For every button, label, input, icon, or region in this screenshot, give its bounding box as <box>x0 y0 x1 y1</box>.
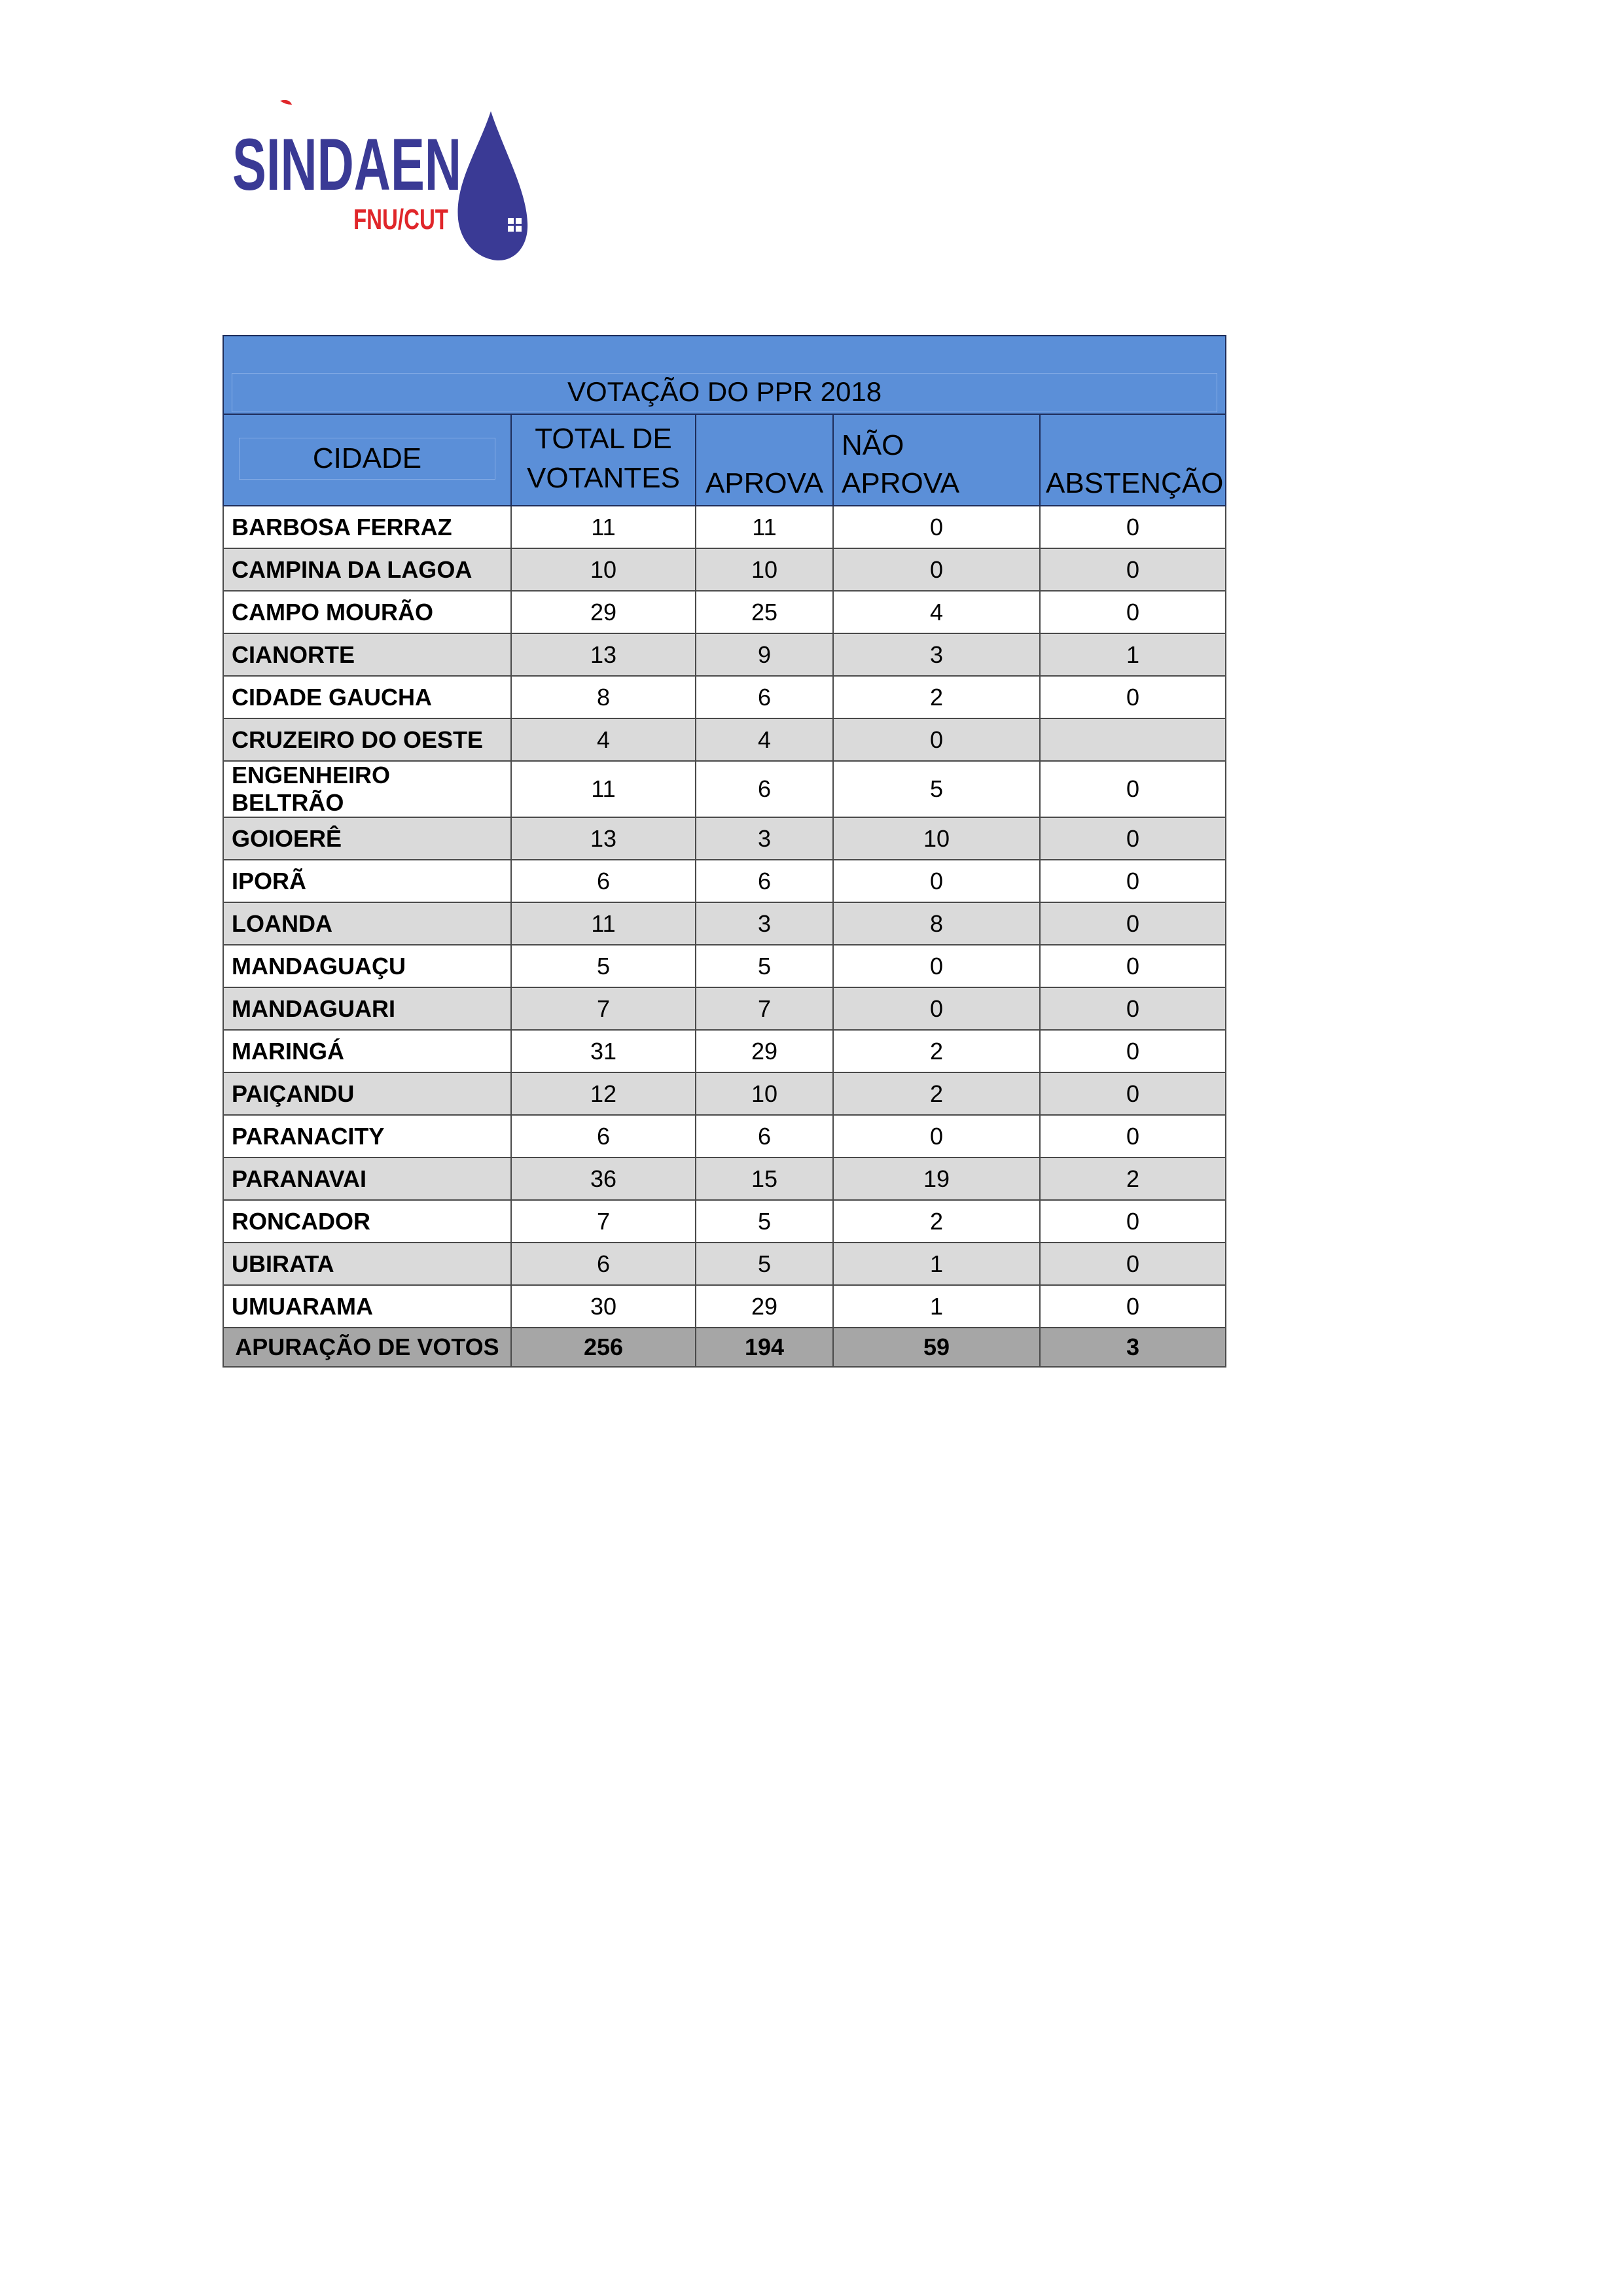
table-title-row <box>223 336 1226 414</box>
cell-city: PAIÇANDU <box>223 1072 511 1115</box>
cell-reject: 5 <box>833 761 1040 817</box>
window-pane-icon <box>508 226 514 232</box>
cell-total: 11 <box>511 902 696 945</box>
header-city <box>223 414 511 506</box>
cell-approve: 5 <box>696 1200 833 1243</box>
cell-total: 4 <box>511 718 696 761</box>
cell-total: 36 <box>511 1157 696 1200</box>
cell-total: 7 <box>511 1200 696 1243</box>
cell-abstention: 0 <box>1040 902 1226 945</box>
cell-reject: 0 <box>833 945 1040 987</box>
cell-total: 30 <box>511 1285 696 1328</box>
table-row <box>223 591 1226 633</box>
cell-approve: 25 <box>696 591 833 633</box>
cell-approve: 3 <box>696 817 833 860</box>
cell-city: BARBOSA FERRAZ <box>223 506 511 548</box>
cell-abstention: 0 <box>1040 1030 1226 1072</box>
cell-abstention: 0 <box>1040 548 1226 591</box>
cell-abstention: 0 <box>1040 1115 1226 1157</box>
cell-reject: 2 <box>833 1030 1040 1072</box>
cell-reject: 0 <box>833 718 1040 761</box>
cell-city: RONCADOR <box>223 1200 511 1243</box>
totals-row <box>223 1328 1226 1367</box>
cell-city: MARINGÁ <box>223 1030 511 1072</box>
cell-reject: 10 <box>833 817 1040 860</box>
sindaen-logo-graphic <box>229 98 530 268</box>
cell-approve: 6 <box>696 860 833 902</box>
header-total-line1: TOTAL DE <box>535 423 672 455</box>
header-total-line2: VOTANTES <box>527 462 680 494</box>
cell-approve: 5 <box>696 945 833 987</box>
table-row <box>223 817 1226 860</box>
cell-approve: 6 <box>696 676 833 718</box>
table-row <box>223 761 1226 817</box>
cell-city: CIANORTE <box>223 633 511 676</box>
cell-total: 6 <box>511 860 696 902</box>
cell-approve: 11 <box>696 506 833 548</box>
table-title: VOTAÇÃO DO PPR 2018 <box>232 373 1217 412</box>
table-row <box>223 1072 1226 1115</box>
totals-reject: 59 <box>833 1328 1040 1367</box>
header-reject-line2: APROVA <box>842 467 960 499</box>
table-row <box>223 902 1226 945</box>
window-pane-icon <box>516 226 522 232</box>
cell-reject: 2 <box>833 1072 1040 1115</box>
cell-approve: 4 <box>696 718 833 761</box>
cell-total: 6 <box>511 1243 696 1285</box>
header-reject <box>833 414 1040 506</box>
cell-total: 5 <box>511 945 696 987</box>
cell-abstention: 1 <box>1040 633 1226 676</box>
cell-reject: 2 <box>833 1200 1040 1243</box>
cell-abstention: 0 <box>1040 591 1226 633</box>
table-row <box>223 1115 1226 1157</box>
cell-city: MANDAGUAÇU <box>223 945 511 987</box>
table-row <box>223 676 1226 718</box>
ppr-vote-table <box>223 335 1226 1368</box>
cell-city: UMUARAMA <box>223 1285 511 1328</box>
cell-city: PARANAVAI <box>223 1157 511 1200</box>
cell-approve: 10 <box>696 1072 833 1115</box>
cell-total: 12 <box>511 1072 696 1115</box>
logo-subtitle: FNU/CUT <box>353 203 449 236</box>
header-total-voters <box>511 414 696 506</box>
cell-reject: 4 <box>833 591 1040 633</box>
cell-approve: 3 <box>696 902 833 945</box>
logo-accent-mark <box>280 100 292 105</box>
cell-abstention: 0 <box>1040 676 1226 718</box>
cell-approve: 6 <box>696 1115 833 1157</box>
ppr-vote-table-wrapper <box>223 335 1225 1368</box>
cell-approve: 10 <box>696 548 833 591</box>
cell-approve: 9 <box>696 633 833 676</box>
cell-reject: 19 <box>833 1157 1040 1200</box>
cell-city: CAMPO MOURÃO <box>223 591 511 633</box>
cell-city: PARANACITY <box>223 1115 511 1157</box>
cell-city: CIDADE GAUCHA <box>223 676 511 718</box>
cell-abstention: 0 <box>1040 817 1226 860</box>
sindaen-logo <box>229 98 530 268</box>
cell-city: GOIOERÊ <box>223 817 511 860</box>
cell-total: 13 <box>511 817 696 860</box>
table-row <box>223 1285 1226 1328</box>
table-row <box>223 506 1226 548</box>
cell-approve: 5 <box>696 1243 833 1285</box>
table-row <box>223 1200 1226 1243</box>
window-pane-icon <box>516 218 522 224</box>
cell-abstention: 0 <box>1040 1243 1226 1285</box>
totals-total: 256 <box>511 1328 696 1367</box>
cell-total: 6 <box>511 1115 696 1157</box>
water-drop-icon <box>458 111 528 260</box>
cell-reject: 0 <box>833 506 1040 548</box>
header-reject-line1: NÃO <box>842 429 904 461</box>
window-pane-icon <box>508 218 514 224</box>
header-city-label: CIDADE <box>239 438 495 480</box>
totals-abstention: 3 <box>1040 1328 1226 1367</box>
cell-total: 13 <box>511 633 696 676</box>
cell-total: 31 <box>511 1030 696 1072</box>
cell-reject: 0 <box>833 860 1040 902</box>
table-row <box>223 548 1226 591</box>
table-row <box>223 1030 1226 1072</box>
table-row <box>223 987 1226 1030</box>
cell-abstention: 0 <box>1040 1072 1226 1115</box>
cell-city: LOANDA <box>223 902 511 945</box>
cell-reject: 0 <box>833 987 1040 1030</box>
cell-total: 11 <box>511 761 696 817</box>
cell-reject: 1 <box>833 1243 1040 1285</box>
cell-city: CAMPINA DA LAGOA <box>223 548 511 591</box>
cell-total: 11 <box>511 506 696 548</box>
totals-approve: 194 <box>696 1328 833 1367</box>
cell-abstention: 0 <box>1040 987 1226 1030</box>
cell-abstention: 0 <box>1040 506 1226 548</box>
cell-reject: 3 <box>833 633 1040 676</box>
table-title-cell <box>223 336 1226 414</box>
header-approve: APROVA <box>696 414 833 506</box>
cell-approve: 7 <box>696 987 833 1030</box>
cell-approve: 29 <box>696 1030 833 1072</box>
cell-city: MANDAGUARI <box>223 987 511 1030</box>
cell-city: UBIRATA <box>223 1243 511 1285</box>
cell-total: 10 <box>511 548 696 591</box>
cell-approve: 6 <box>696 761 833 817</box>
cell-approve: 15 <box>696 1157 833 1200</box>
cell-reject: 0 <box>833 1115 1040 1157</box>
cell-abstention: 0 <box>1040 945 1226 987</box>
table-row <box>223 718 1226 761</box>
cell-reject: 2 <box>833 676 1040 718</box>
cell-abstention: 0 <box>1040 761 1226 817</box>
logo-wordmark: SINDAEN <box>232 124 461 205</box>
cell-city: IPORÃ <box>223 860 511 902</box>
cell-total: 7 <box>511 987 696 1030</box>
cell-abstention: 0 <box>1040 860 1226 902</box>
table-header-row <box>223 414 1226 506</box>
cell-reject: 0 <box>833 548 1040 591</box>
cell-reject: 1 <box>833 1285 1040 1328</box>
cell-city: CRUZEIRO DO OESTE <box>223 718 511 761</box>
table-body <box>223 506 1226 1328</box>
cell-abstention: 0 <box>1040 1200 1226 1243</box>
totals-label: APURAÇÃO DE VOTOS <box>223 1328 511 1367</box>
cell-city: ENGENHEIRO BELTRÃO <box>223 761 511 817</box>
table-row <box>223 945 1226 987</box>
cell-reject: 8 <box>833 902 1040 945</box>
cell-total: 8 <box>511 676 696 718</box>
table-row <box>223 633 1226 676</box>
table-row <box>223 1157 1226 1200</box>
cell-total: 29 <box>511 591 696 633</box>
table-row <box>223 1243 1226 1285</box>
table-row <box>223 860 1226 902</box>
header-abstention: ABSTENÇÃO <box>1040 414 1226 506</box>
cell-abstention: 0 <box>1040 1285 1226 1328</box>
cell-abstention <box>1040 718 1226 761</box>
cell-abstention: 2 <box>1040 1157 1226 1200</box>
cell-approve: 29 <box>696 1285 833 1328</box>
